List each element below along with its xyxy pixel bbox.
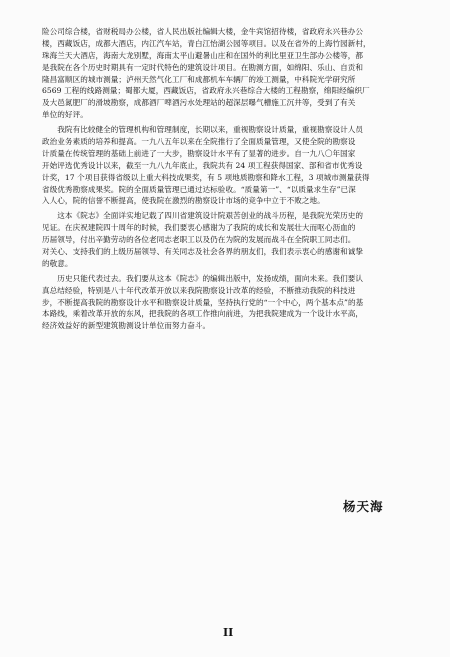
text-line: 入人心，院的信誉不断提高，使我院在激烈的勘察设计市场的竞争中立于不败之地。 <box>42 196 325 206</box>
text-line: 单位的好评。 <box>42 110 88 120</box>
text-line: 及大邑氮肥厂的滑坡勘察，成都酒厂啤酒污水处理站的超深层曝气槽施工沉井等，受到了有关 <box>42 98 356 108</box>
text-line: 珠海兰天大酒店，海南大龙别墅，海南太平山避暑山庄和在国外的利比里亚卫生部办公楼等，都 <box>42 50 364 60</box>
text-line: 计质量在传统管理的基础上前进了一大步，勘察设计水平有了显著的进步。自一九八〇年国家 <box>42 148 356 158</box>
text-line: 真总结经验，特别是八十年代改革开放以来我院勘察设计改革的经验，不断推动我院的科技进 <box>42 285 356 295</box>
text-line: 的敬意。 <box>42 258 73 268</box>
text-line: 本路线，乘着改革开放的东风，把我院的各项工作推向前进，为把我院建成为一个设计水平高， <box>42 309 364 319</box>
text-line: 6569 工程的线路测量；蜀都大厦，西藏饭店，省政府永兴巷综合大楼的工程勘察，绵阳经编织厂 <box>42 86 370 96</box>
text-line: 是我院在各个历史时期具有一定时代特色的建筑设计项目。在勘测方面，如绵阳、乐山、自贡和 <box>42 62 364 72</box>
text-line: 政治业务素质的培养和提高。一九八五年以来在全院推行了全面质量管理，又使全院的勘察设 <box>42 137 356 147</box>
author-signature: 杨天海 <box>343 499 384 514</box>
text-line: 险公司综合楼，省财税局办公楼，省人民出版社编辑大楼，金牛宾馆招待楼，省政府永兴巷办公 <box>42 27 364 36</box>
text-line: 隆昌富顺区的城市测量；泸州天然气化工厂和成都机车车辆厂的竣工测量，中科院光学研究所 <box>42 74 356 84</box>
text-line: 历届领导，付出辛勤劳动的各位老同志老职工以及仍在为院的发展而战斗在全院职工同志们。 <box>42 235 356 245</box>
text-line: 省级优秀勘察成果奖。院的全面质量管理已通过达标验收。“质量第一”、“以质量求生存”已深 <box>42 184 356 194</box>
page-number: II <box>223 626 234 639</box>
text-line: 经济效益好的新型建筑勘测设计单位而努力奋斗。 <box>42 321 211 331</box>
text-line: 计奖，17 个项目获得省级以上重大科技成果奖，有 5 项地质勘察和降水工程，3 项城市测量获得 <box>42 172 370 182</box>
text-line: 开始评选优秀设计以来，截至一九八九年底止，我院共有 24 项工程获得国家、部和省市优秀设 <box>42 160 363 170</box>
text-line: 这本《院志》全面详实地记载了四川省建筑设计院艰苦创业的战斗历程，是我院光荣历史的 <box>42 211 364 221</box>
body-text <box>42 26 420 332</box>
text-line: 步，不断提高我院的勘察设计水平和勘察设计质量，坚持执行党的“一个中心，两个基本点”的基 <box>42 297 364 307</box>
text-line: 我院有比较健全的管理机构和管理制度，长期以来，重视勘察设计质量，重视勘察设计人员 <box>42 125 364 135</box>
text-line: 对关心、支持我们的上级历届领导、有关同志及社会各界的朋友们，我们表示衷心的感谢和诚挚 <box>42 247 364 257</box>
text-line: 楼，西藏饭店，成都大酒店，内江汽车站，青白江怡湖公园等项目。以及在省外的上海竹园新村， <box>42 38 371 48</box>
text-line: 历史只能代表过去。我们要从这本《院志》的编辑出版中，发扬成绩，面向未来。我们要认 <box>42 273 364 283</box>
text-line: 见证。在庆祝建院四十周年的时候，我们要衷心感谢为了我院的成长和发展壮大而呕心沥血的 <box>42 223 356 233</box>
